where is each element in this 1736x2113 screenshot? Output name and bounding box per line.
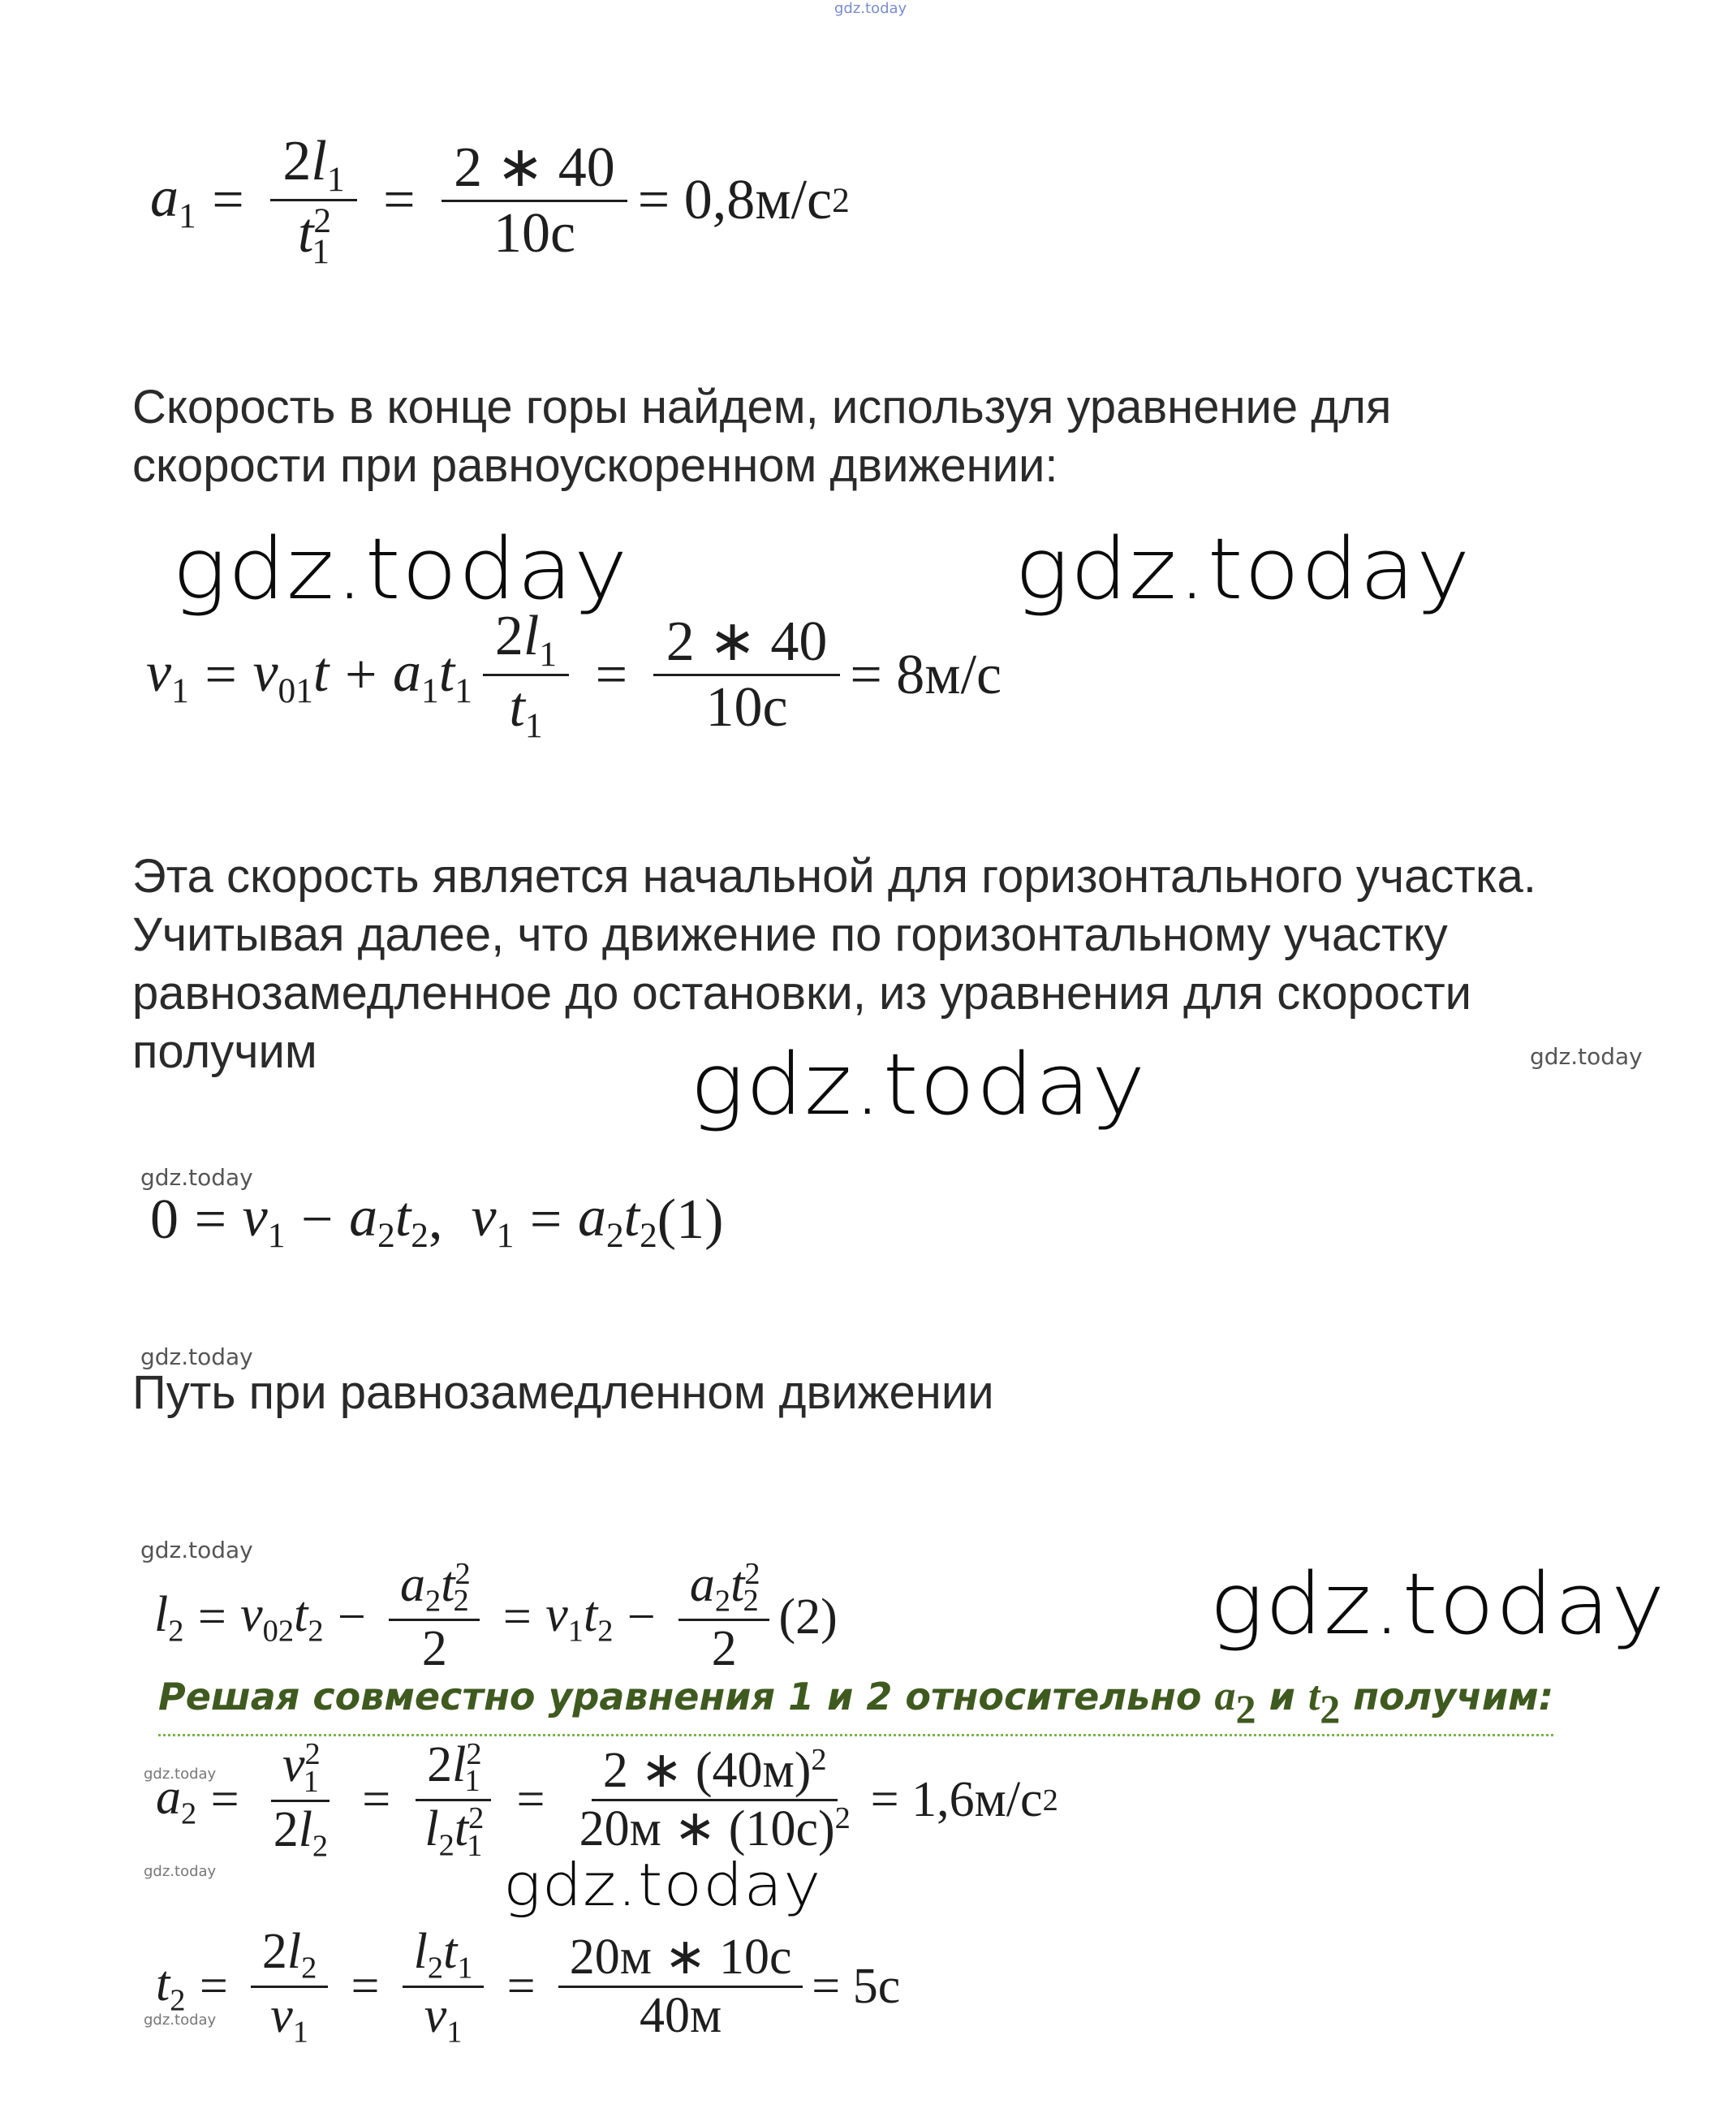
paragraph-3-line-1: Путь при равнозамедленном движении — [132, 1366, 994, 1419]
f1-result: = 0,8м/c — [637, 169, 833, 232]
paragraph-1-line-2: скорости при равноускоренном движении: — [132, 439, 1058, 492]
watermark-tiny-2: gdz.today — [144, 1863, 217, 1880]
watermark-small-1: gdz.today — [1530, 1043, 1643, 1070]
f2-result: = 8м/c — [850, 643, 1002, 706]
f1-denominator: 10c — [493, 201, 576, 265]
watermark-big-2: gdz.today — [1014, 520, 1471, 619]
f6-numerator: 20м ∗ 10c — [558, 1930, 803, 1988]
f4-label: (2) — [778, 1589, 838, 1645]
f2-denominator: 10c — [705, 676, 788, 740]
paragraph-2-line-2: Учитывая далее, что движение по горизонтальному участку — [132, 908, 1448, 961]
watermark-big-1: gdz.today — [172, 520, 629, 619]
paragraph-2-line-4: получим — [132, 1025, 317, 1078]
paragraph-1-line-1: Скорость в конце горы найдем, используя уравнение для — [132, 381, 1392, 433]
formula-acceleration-1: $a_1$ = $\frac{2l_1}{t^2_1}$ = $\frac{2 ∗ 40}{10c}$ = 0,8м/c 2 — [150, 130, 850, 272]
f6-denominator: 40м — [640, 1988, 722, 2044]
formula-deceleration-velocity: 0 = $v_1$ − $a_2t_2$ , $v_1$ = $a_2t_2$ (1) — [150, 1186, 724, 1255]
f2-numerator: 2 ∗ 40 — [653, 610, 839, 676]
formula-acceleration-2: $a_2$ = $\frac{v^2_1}{2l_2}$ = $\frac{2l^2_1}{l_2t^2_1}$ = $\frac{2 ∗ (40м)^2}{20м ∗ (10c)^2}$ = 1,6м/c 2 — [156, 1737, 1058, 1863]
watermark-tiny-1: gdz.today — [144, 1766, 217, 1783]
f1-numerator: 2 ∗ 40 — [442, 136, 627, 202]
f6-result: = 5c — [812, 1959, 901, 2015]
formula-path-2: $l_2$ = $v_{02}t_2$ − $\frac{a_2t^2_2}{2}$ = $v_1t_2$ − $\frac{a_2t^2_2}{2}$ (2) — [154, 1557, 838, 1677]
watermark-small-3: gdz.today — [140, 1343, 253, 1370]
f5-result: = 1,6м/c — [870, 1772, 1043, 1828]
watermark-top: gdz.today — [834, 0, 907, 17]
formula-time-2: $t_2$ = $\frac{2l_2}{v_1}$ = $\frac{l_2t_1}{v_1}$ = $\frac{20м ∗ 10c}{40м}$ = 5c — [156, 1924, 901, 2050]
f3-label: (1) — [657, 1188, 724, 1252]
f5-numerator: 2 ∗ (40м) — [602, 1743, 812, 1799]
watermark-big-3: gdz.today — [690, 1035, 1147, 1134]
watermark-tiny-3: gdz.today — [144, 2012, 217, 2029]
paragraph-2-line-3: равнозамедленное до остановки, из уравнения для скорости — [132, 967, 1472, 1020]
highlighted-solving-note: Решая совместно уравнения 1 и 2 относительно $a_2$ и $t_2$ получим: — [158, 1672, 1553, 1736]
watermark-small-4: gdz.today — [140, 1537, 253, 1563]
watermark-big-5: gdz.today — [503, 1851, 822, 1919]
paragraph-2-line-1: Эта скорость является начальной для горизонтального участка. — [132, 850, 1536, 903]
watermark-big-4: gdz.today — [1209, 1555, 1666, 1654]
watermark-small-2: gdz.today — [140, 1164, 253, 1191]
f5-denominator: 20м ∗ (10c) — [579, 1801, 835, 1857]
formula-velocity-1: $v_1$ = $v_{01}t$ + $a_1t_1$ $\frac{2l_1}{t_1}$ = $\frac{2 ∗ 40}{10c}$ = 8м/c — [146, 605, 1002, 746]
